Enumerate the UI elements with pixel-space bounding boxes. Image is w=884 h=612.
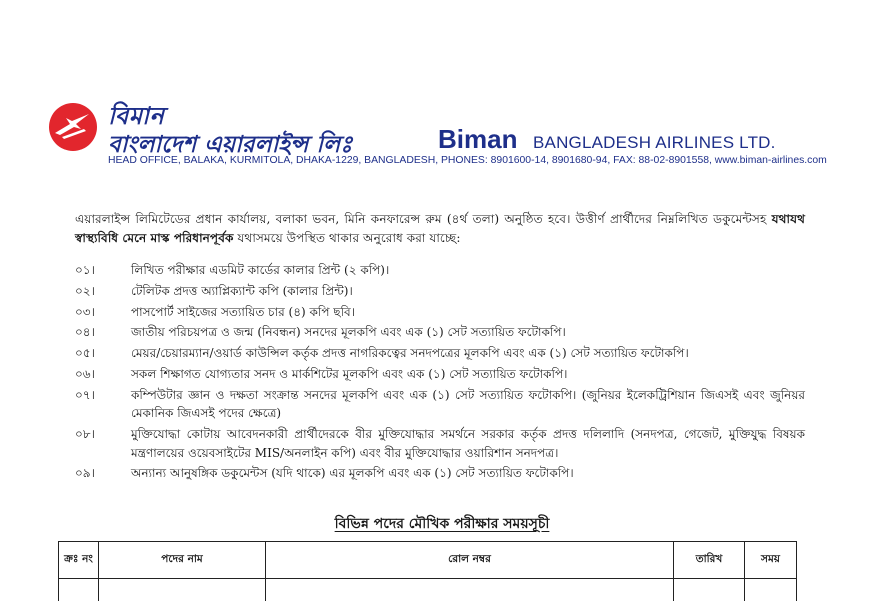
- list-item: [75, 386, 805, 423]
- table-cell: [266, 579, 674, 602]
- list-item-text: পাসপোর্ট সাইজের সত্যায়িত চার (৪) কপি ছবি।: [131, 304, 355, 319]
- col-time-header: সময়: [745, 542, 797, 579]
- schedule-table: [58, 541, 797, 601]
- list-item: [75, 425, 805, 462]
- list-item-text: কম্পিউটার জ্ঞান ও দক্ষতা সংক্রান্ত সনদের মূলকপি এবং এক (১) সেট সত্যায়িত ফটোকপি। (জুনিয়র ইলেকট্রিশিয়ান জিএসই এবং জুনিয়র মেকানিক জিএসই পদের ক্ষেত্রে): [131, 387, 805, 421]
- intro-paragraph: [75, 210, 805, 248]
- intro-text-bold: যথাযথ স্বাস্থ্যবিধি মেনে মাস্ক পরিধানপূর্বক: [75, 212, 805, 245]
- list-item-number: ০৪।: [75, 325, 95, 340]
- col-date-header: তারিখ: [674, 542, 745, 579]
- table-cell: [674, 579, 745, 602]
- list-item-number: ০৭।: [75, 387, 95, 402]
- col-post-name-header: পদের নাম: [99, 542, 266, 579]
- table-header-row: [59, 542, 797, 579]
- brand-name-bangla-top: বিমান: [108, 102, 165, 130]
- list-item-text: মুক্তিযোদ্ধা কোটায় আবেদনকারী প্রার্থীদেরকে বীর মুক্তিযোদ্ধার সমর্থনে সরকার কর্তৃক প্রদত্ত দলিলাদি (সনদপত্র, গেজেট, মুক্তিযুদ্ধ বিষয়ক মন্ত্রণালয়ের ওয়েবসাইটের MIS/অনলাইন কপি) এবং বীর মুক্তিযোদ্ধার ওয়ারিশান সনদপত্র।: [131, 427, 805, 460]
- list-item-number: ০২।: [75, 283, 95, 298]
- col-serial-header: ক্রঃ নং: [59, 542, 99, 579]
- brand-name-english: Biman: [438, 124, 518, 154]
- list-item: [75, 303, 805, 322]
- letterhead: [48, 98, 848, 174]
- table-cell: [99, 579, 266, 602]
- list-item-text: লিখিত পরীক্ষার এডমিট কার্ডের কালার প্রিন্ট (২ কপি)।: [131, 263, 390, 277]
- list-item: [75, 261, 805, 280]
- schedule-title-text: বিভিন্ন পদের মৌখিক পরীক্ষার সময়সূচী: [334, 516, 550, 532]
- document-list: [75, 261, 805, 485]
- brand-name-english-sub: BANGLADESH AIRLINES LTD.: [533, 133, 776, 152]
- biman-logo-icon: [48, 102, 98, 152]
- intro-text-after: যথাসময়ে উপস্থিত থাকার অনুরোধ করা যাচ্ছে:: [233, 231, 461, 245]
- list-item-text: অন্যান্য আনুষঙ্গিক ডকুমেন্টস (যদি থাকে) এর মূলকপি এবং এক (১) সেট সত্যায়িত ফটোকপি।: [131, 466, 574, 481]
- list-item-number: ০৩।: [75, 304, 95, 319]
- col-roll-number-header: রোল নম্বর: [266, 542, 674, 579]
- list-item: [75, 323, 805, 342]
- list-item-number: ০১।: [75, 263, 95, 277]
- table-cell: [59, 579, 99, 602]
- list-item: [75, 464, 805, 483]
- list-item: [75, 344, 805, 363]
- list-item-text: জাতীয় পরিচয়পত্র ও জন্ম (নিবন্ধন) সনদের মূলকপি এবং এক (১) সেট সত্যায়িত ফটোকপি।: [131, 325, 566, 340]
- table-row: [59, 579, 797, 602]
- head-office-address: HEAD OFFICE, BALAKA, KURMITOLA, DHAKA-1229, BANGLADESH, PHONES: 8901600-14, 8901680-94, FAX: 88-02-8901558, www.biman-airlines.com: [108, 155, 827, 166]
- list-item-text: সকল শিক্ষাগত যোগ্যতার সনদ ও মার্কশিটের মূলকপি এবং এক (১) সেট সত্যায়িত ফটোকপি।: [131, 366, 568, 381]
- list-item-text: মেয়র/চেয়ারম্যান/ওয়ার্ড কাউন্সিল কর্তৃক প্রদত্ত নাগরিকত্বের সনদপত্রের মূলকপি এবং এক (১) সেট সত্যায়িত ফটোকপি।: [131, 346, 689, 361]
- list-item: [75, 282, 805, 301]
- table-cell: [745, 579, 797, 602]
- brand-name-bangla: বাংলাদেশ এয়ারলাইন্স লিঃ: [108, 132, 353, 158]
- list-item-number: ০৮।: [75, 427, 95, 442]
- schedule-title: [0, 512, 884, 536]
- list-item-number: ০৬।: [75, 366, 95, 381]
- list-item-number: ০৫।: [75, 346, 95, 361]
- list-item-text: টেলিটক প্রদত্ত অ্যাপ্লিক্যান্ট কপি (কালার প্রিন্ট)।: [131, 283, 353, 298]
- list-item-number: ০৯।: [75, 466, 95, 481]
- intro-text-before: এয়ারলাইন্স লিমিটেডের প্রধান কার্যালয়, বলাকা ভবন, মিনি কনফারেন্স রুম (৪র্থ তলা) অনুষ্ঠিত হবে। উত্তীর্ণ প্রার্থীদের নিম্নলিখিত ডকুমেন্টসহ: [75, 212, 772, 226]
- list-item: [75, 365, 805, 384]
